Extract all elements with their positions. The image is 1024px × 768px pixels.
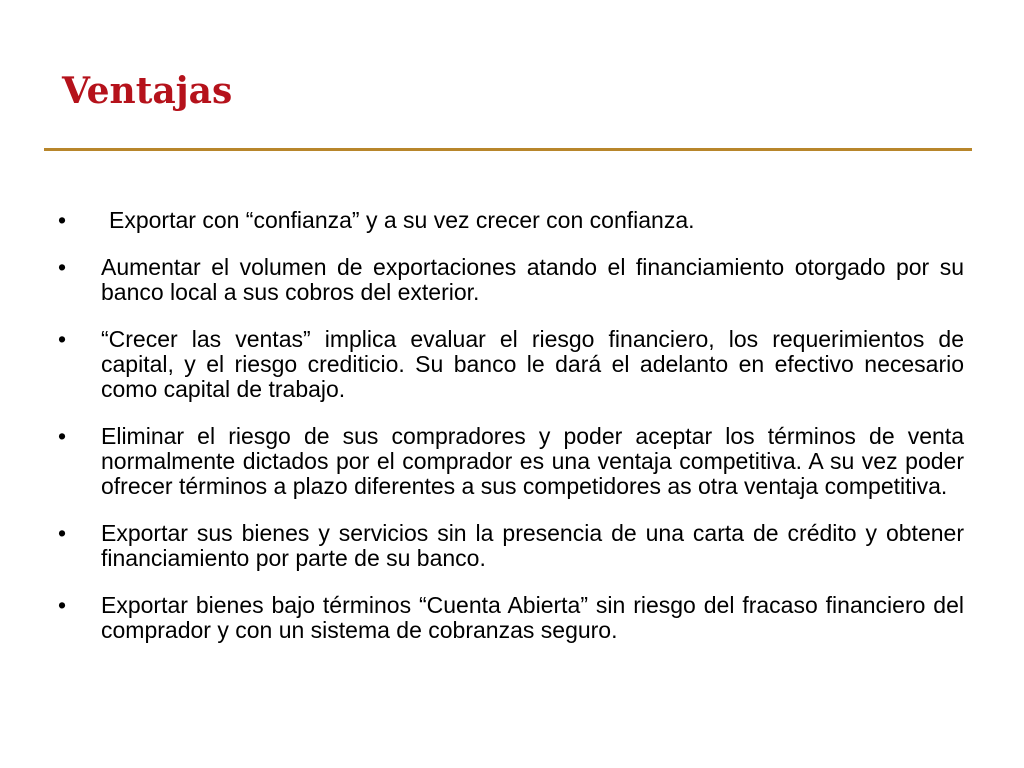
bullet-item — [58, 424, 964, 499]
bullet-marker: • — [58, 423, 67, 449]
bullet-text: “Crecer las ventas” implica evaluar el riesgo financiero, los requerimientos de capital, y el riesgo crediticio. Su banco le dará el adelanto en efectivo necesario como capital de trabajo. — [101, 326, 964, 402]
bullet-item — [58, 327, 964, 402]
bullet-marker: • — [58, 326, 67, 352]
bullet-text: Eliminar el riesgo de sus compradores y poder aceptar los términos de venta normalmente dictados por el comprador es una ventaja competitiva. A su vez poder ofrecer términos a plazo diferentes a sus competidores as otra ventaja competitiva. — [101, 423, 964, 499]
bullet-text: Exportar sus bienes y servicios sin la presencia de una carta de crédito y obtener financiamiento por parte de su banco. — [101, 520, 964, 571]
bullet-item — [58, 208, 964, 233]
bullet-marker: • — [58, 207, 67, 233]
bullet-text: Exportar bienes bajo términos “Cuenta Abierta” sin riesgo del fracaso financiero del comprador y con un sistema de cobranzas seguro. — [101, 592, 964, 643]
bullet-item — [58, 521, 964, 571]
bullet-item — [58, 255, 964, 305]
bullet-marker: • — [58, 520, 67, 546]
bullet-marker: • — [58, 254, 67, 280]
slide-title: Ventajas — [62, 70, 233, 112]
bullet-marker: • — [58, 592, 67, 618]
bullet-text: Exportar con “confianza” y a su vez crecer con confianza. — [109, 207, 695, 233]
title-divider — [44, 148, 972, 151]
bullet-item — [58, 593, 964, 643]
bullet-list — [58, 208, 964, 665]
bullet-text: Aumentar el volumen de exportaciones atando el financiamiento otorgado por su banco local a sus cobros del exterior. — [101, 254, 964, 305]
